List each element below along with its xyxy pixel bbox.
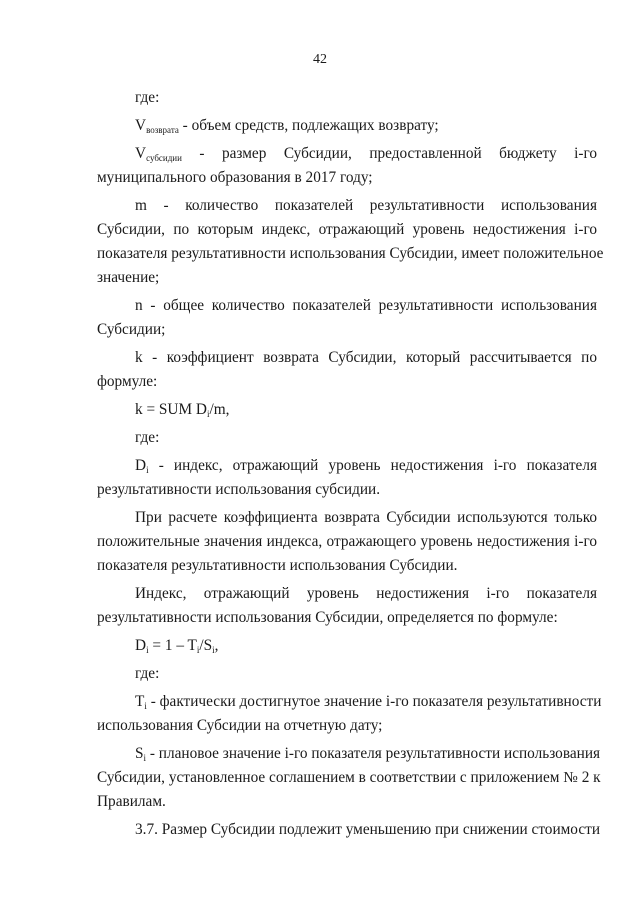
text-line: положительные значения индекса, отражающего уровень недостижения i-го — [97, 533, 597, 550]
text-line: показателя результативности использования Субсидии. — [97, 557, 458, 574]
text-line: $S_i$ - плановое значение i-го показателя результативности использования — [135, 745, 601, 763]
text-line: 3.7. Размер Субсидии подлежит уменьшению при снижении стоимости — [135, 821, 601, 838]
text-line: значение; — [97, 269, 160, 286]
formula-line: $D_i = 1 - T_i/S_i$, — [135, 637, 219, 655]
text-line: m - количество показателей результативности использования — [135, 197, 597, 214]
text-line: использования Субсидии на отчетную дату; — [97, 717, 383, 734]
text-line: где: — [135, 89, 160, 106]
text-line: Субсидии, по которым индекс, отражающий уровень недостижения i-го — [97, 221, 597, 238]
text-line: Субсидии; — [97, 321, 166, 338]
text-line: Индекс, отражающий уровень недостижения i-го показателя — [135, 585, 597, 602]
page-number: 42 — [313, 52, 327, 67]
text-line: показателя результативности использования Субсидии, имеет положительное — [97, 245, 604, 262]
text-line: результативности использования субсидии. — [97, 481, 381, 498]
text-line: При расчете коэффициента возврата Субсидии используются только — [135, 509, 597, 526]
text-line: $V_{субсидии}$ - размер Субсидии, предоставленной бюджету i-го — [135, 145, 597, 163]
text-line: $V_{возврата}$ - объем средств, подлежащих возврату; — [135, 117, 439, 135]
text-line: где: — [135, 429, 160, 446]
text-line: Правилам. — [97, 793, 166, 810]
text-line: k - коэффициент возврата Субсидии, который рассчитывается по — [135, 349, 597, 366]
text-line: муниципального образования в 2017 году; — [97, 169, 373, 186]
text-line: результативности использования Субсидии, определяется по формуле: — [97, 609, 558, 626]
formula-line: k = SUM $D_i/m$, — [135, 401, 230, 419]
text-line: $D_i$ - индекс, отражающий уровень недостижения i-го показателя — [135, 457, 597, 475]
text-line: Субсидии, установленное соглашением в соответствии с приложением № 2 к — [97, 769, 601, 786]
text-line: где: — [135, 665, 160, 682]
text-line: формуле: — [97, 373, 158, 390]
text-line: $T_i$ - фактически достигнутое значение i-го показателя результативности — [135, 693, 602, 711]
text-line: n - общее количество показателей результативности использования — [135, 297, 597, 314]
